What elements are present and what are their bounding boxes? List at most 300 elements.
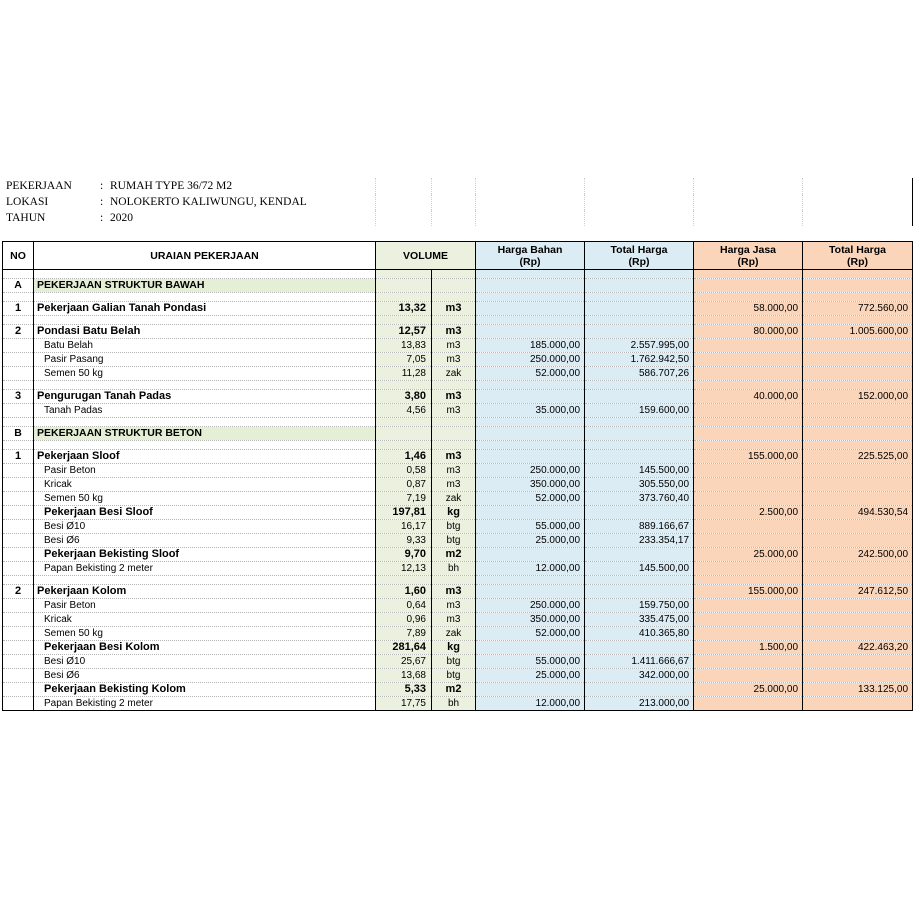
cell-unit: m3 xyxy=(432,302,476,316)
cell-harga-bahan: 250.000,00 xyxy=(476,353,585,367)
cell-harga-jasa xyxy=(694,270,803,279)
cell-uraian: Pasir Beton xyxy=(34,464,376,478)
cell-no xyxy=(3,576,34,585)
cell-harga-bahan: 52.000,00 xyxy=(476,492,585,506)
cell-harga-jasa: 1.500,00 xyxy=(694,641,803,655)
cell-no xyxy=(3,599,34,613)
cell-total-bahan: 889.166,67 xyxy=(585,520,694,534)
cell-total-jasa xyxy=(803,613,913,627)
cell-volume: 5,33 xyxy=(376,683,432,697)
cell-total-jasa xyxy=(803,441,913,450)
cell-total-bahan xyxy=(585,450,694,464)
table-row xyxy=(3,464,913,478)
cell-harga-bahan xyxy=(476,279,585,293)
cell-uraian: Semen 50 kg xyxy=(34,492,376,506)
cell-volume: 11,28 xyxy=(376,367,432,381)
cell-harga-bahan xyxy=(476,302,585,316)
cell-total-bahan xyxy=(585,316,694,325)
cell-unit: m3 xyxy=(432,390,476,404)
cell-total-bahan: 410.365,80 xyxy=(585,627,694,641)
cell-no xyxy=(3,520,34,534)
cell-total-bahan xyxy=(585,506,694,520)
table-row xyxy=(3,339,913,353)
cell-no: 3 xyxy=(3,390,34,404)
cell-volume: 16,17 xyxy=(376,520,432,534)
table-row xyxy=(3,683,913,697)
cell-harga-bahan: 25.000,00 xyxy=(476,669,585,683)
cell-volume xyxy=(376,576,432,585)
header-no: NO xyxy=(3,242,34,270)
rab-table xyxy=(2,241,913,711)
info-label: LOKASI xyxy=(6,196,49,208)
cell-harga-jasa xyxy=(694,492,803,506)
cell-harga-bahan: 185.000,00 xyxy=(476,339,585,353)
cell-harga-bahan: 25.000,00 xyxy=(476,534,585,548)
cell-unit: m3 xyxy=(432,478,476,492)
cell-harga-jasa xyxy=(694,404,803,418)
table-row xyxy=(3,669,913,683)
table-row xyxy=(3,585,913,599)
table-row xyxy=(3,404,913,418)
cell-total-jasa: 772.560,00 xyxy=(803,302,913,316)
cell-total-jasa xyxy=(803,353,913,367)
section-row xyxy=(3,427,913,441)
cell-unit: zak xyxy=(432,492,476,506)
cell-harga-jasa xyxy=(694,599,803,613)
cell-harga-bahan xyxy=(476,325,585,339)
cell-volume: 1,46 xyxy=(376,450,432,464)
cell-total-bahan xyxy=(585,576,694,585)
cell-no xyxy=(3,353,34,367)
cell-volume: 4,56 xyxy=(376,404,432,418)
cell-harga-jasa xyxy=(694,655,803,669)
cell-harga-jasa: 155.000,00 xyxy=(694,450,803,464)
cell-harga-bahan: 250.000,00 xyxy=(476,599,585,613)
cell-unit: m3 xyxy=(432,613,476,627)
cell-total-jasa: 242.500,00 xyxy=(803,548,913,562)
cell-unit: m2 xyxy=(432,548,476,562)
cell-uraian: Pekerjaan Besi Kolom xyxy=(34,641,376,655)
cell-harga-bahan xyxy=(476,548,585,562)
cell-no xyxy=(3,562,34,576)
cell-volume xyxy=(376,316,432,325)
cell-total-jasa xyxy=(803,599,913,613)
cell-harga-jasa xyxy=(694,576,803,585)
cell-total-jasa: 494.530,54 xyxy=(803,506,913,520)
cell-uraian: Pondasi Batu Belah xyxy=(34,325,376,339)
cell-uraian: Kricak xyxy=(34,613,376,627)
cell-volume: 7,89 xyxy=(376,627,432,641)
info-value: RUMAH TYPE 36/72 M2 xyxy=(110,180,233,192)
cell-uraian xyxy=(34,576,376,585)
cell-total-jasa xyxy=(803,492,913,506)
spacer-row xyxy=(3,316,913,325)
cell-unit: m3 xyxy=(432,404,476,418)
cell-no: 2 xyxy=(3,325,34,339)
cell-total-jasa: 133.125,00 xyxy=(803,683,913,697)
cell-total-jasa xyxy=(803,520,913,534)
cell-uraian: Besi Ø10 xyxy=(34,520,376,534)
cell-harga-jasa xyxy=(694,418,803,427)
cell-no: 1 xyxy=(3,450,34,464)
cell-total-bahan xyxy=(585,418,694,427)
table-row xyxy=(3,655,913,669)
cell-uraian: Besi Ø6 xyxy=(34,534,376,548)
cell-total-bahan: 305.550,00 xyxy=(585,478,694,492)
cell-uraian: Pasir Beton xyxy=(34,599,376,613)
cell-uraian: Papan Bekisting 2 meter xyxy=(34,562,376,576)
cell-harga-bahan: 350.000,00 xyxy=(476,613,585,627)
spreadsheet xyxy=(2,178,915,711)
cell-volume xyxy=(376,441,432,450)
cell-total-bahan: 335.475,00 xyxy=(585,613,694,627)
cell-no xyxy=(3,464,34,478)
cell-harga-jasa: 2.500,00 xyxy=(694,506,803,520)
cell-total-jasa xyxy=(803,627,913,641)
cell-unit xyxy=(432,270,476,279)
cell-total-bahan xyxy=(585,293,694,302)
cell-harga-jasa xyxy=(694,669,803,683)
cell-total-jasa: 422.463,20 xyxy=(803,641,913,655)
cell-harga-jasa xyxy=(694,353,803,367)
cell-volume: 7,19 xyxy=(376,492,432,506)
cell-uraian: PEKERJAAN STRUKTUR BETON xyxy=(34,427,376,441)
cell-harga-jasa: 155.000,00 xyxy=(694,585,803,599)
table-row xyxy=(3,520,913,534)
cell-unit: m3 xyxy=(432,450,476,464)
table-row xyxy=(3,390,913,404)
cell-volume: 0,87 xyxy=(376,478,432,492)
spacer-row xyxy=(3,418,913,427)
cell-no xyxy=(3,669,34,683)
info-label: TAHUN xyxy=(6,212,46,224)
cell-harga-jasa xyxy=(694,316,803,325)
cell-total-bahan xyxy=(585,683,694,697)
cell-no xyxy=(3,655,34,669)
cell-unit xyxy=(432,418,476,427)
cell-total-bahan xyxy=(585,279,694,293)
cell-unit: bh xyxy=(432,562,476,576)
info-row-tahun xyxy=(2,210,915,226)
cell-unit xyxy=(432,293,476,302)
cell-total-bahan: 2.557.995,00 xyxy=(585,339,694,353)
cell-uraian: Pengurugan Tanah Padas xyxy=(34,390,376,404)
cell-unit: kg xyxy=(432,506,476,520)
cell-unit: m2 xyxy=(432,683,476,697)
header-harga-jasa: Harga Jasa (Rp) xyxy=(694,242,803,270)
cell-volume: 3,80 xyxy=(376,390,432,404)
cell-uraian xyxy=(34,270,376,279)
cell-harga-jasa xyxy=(694,381,803,390)
cell-total-bahan: 342.000,00 xyxy=(585,669,694,683)
cell-total-jasa xyxy=(803,562,913,576)
cell-harga-jasa xyxy=(694,339,803,353)
cell-harga-jasa xyxy=(694,293,803,302)
table-row xyxy=(3,325,913,339)
cell-total-bahan xyxy=(585,427,694,441)
cell-total-bahan xyxy=(585,641,694,655)
info-row-lokasi xyxy=(2,194,915,210)
table-row xyxy=(3,450,913,464)
cell-harga-bahan xyxy=(476,683,585,697)
cell-total-jasa xyxy=(803,293,913,302)
spacer-row xyxy=(3,441,913,450)
cell-no xyxy=(3,339,34,353)
cell-uraian: Papan Bekisting 2 meter xyxy=(34,697,376,711)
cell-total-bahan xyxy=(585,390,694,404)
cell-no xyxy=(3,316,34,325)
cell-total-jasa xyxy=(803,478,913,492)
cell-total-jasa xyxy=(803,418,913,427)
cell-harga-bahan xyxy=(476,585,585,599)
cell-harga-jasa xyxy=(694,562,803,576)
cell-total-jasa xyxy=(803,381,913,390)
cell-harga-jasa: 25.000,00 xyxy=(694,548,803,562)
cell-total-jasa xyxy=(803,655,913,669)
cell-no xyxy=(3,506,34,520)
cell-unit: btg xyxy=(432,655,476,669)
cell-no xyxy=(3,534,34,548)
cell-unit xyxy=(432,381,476,390)
spacer-row xyxy=(3,293,913,302)
cell-uraian: Tanah Padas xyxy=(34,404,376,418)
cell-harga-bahan xyxy=(476,293,585,302)
cell-total-jasa xyxy=(803,534,913,548)
table-row xyxy=(3,627,913,641)
cell-unit: m3 xyxy=(432,599,476,613)
cell-uraian: Besi Ø10 xyxy=(34,655,376,669)
cell-uraian xyxy=(34,316,376,325)
header-uraian: URAIAN PEKERJAAN xyxy=(34,242,376,270)
cell-uraian: Kricak xyxy=(34,478,376,492)
cell-uraian: Pekerjaan Galian Tanah Pondasi xyxy=(34,302,376,316)
cell-unit: bh xyxy=(432,697,476,711)
table-body xyxy=(3,270,913,711)
cell-total-jasa xyxy=(803,576,913,585)
cell-uraian: Pekerjaan Bekisting Kolom xyxy=(34,683,376,697)
cell-uraian: Pasir Pasang xyxy=(34,353,376,367)
cell-total-bahan xyxy=(585,270,694,279)
cell-total-jasa xyxy=(803,697,913,711)
cell-volume: 13,68 xyxy=(376,669,432,683)
cell-total-jasa: 1.005.600,00 xyxy=(803,325,913,339)
cell-total-bahan xyxy=(585,441,694,450)
spacer-row xyxy=(3,576,913,585)
cell-total-jasa: 247.612,50 xyxy=(803,585,913,599)
cell-harga-jasa xyxy=(694,478,803,492)
cell-harga-bahan xyxy=(476,641,585,655)
table-row xyxy=(3,697,913,711)
cell-unit: m3 xyxy=(432,585,476,599)
cell-harga-jasa xyxy=(694,367,803,381)
cell-uraian xyxy=(34,418,376,427)
cell-harga-jasa xyxy=(694,441,803,450)
cell-no xyxy=(3,492,34,506)
cell-no xyxy=(3,683,34,697)
cell-unit: m3 xyxy=(432,464,476,478)
cell-harga-bahan: 55.000,00 xyxy=(476,655,585,669)
cell-volume: 0,58 xyxy=(376,464,432,478)
info-row-pekerjaan xyxy=(2,178,915,194)
cell-unit: m3 xyxy=(432,325,476,339)
cell-unit xyxy=(432,441,476,450)
cell-volume: 0,96 xyxy=(376,613,432,627)
cell-uraian: Pekerjaan Bekisting Sloof xyxy=(34,548,376,562)
cell-no xyxy=(3,293,34,302)
table-row xyxy=(3,548,913,562)
cell-uraian: Batu Belah xyxy=(34,339,376,353)
cell-volume xyxy=(376,427,432,441)
cell-unit: zak xyxy=(432,627,476,641)
cell-uraian: PEKERJAAN STRUKTUR BAWAH xyxy=(34,279,376,293)
cell-total-jasa xyxy=(803,464,913,478)
cell-total-bahan: 159.750,00 xyxy=(585,599,694,613)
spacer-row xyxy=(3,381,913,390)
cell-no: A xyxy=(3,279,34,293)
cell-no xyxy=(3,418,34,427)
info-colon: : xyxy=(100,212,104,224)
cell-volume: 12,13 xyxy=(376,562,432,576)
info-label: PEKERJAAN xyxy=(6,180,72,192)
cell-no: 1 xyxy=(3,302,34,316)
cell-unit: zak xyxy=(432,367,476,381)
cell-volume xyxy=(376,279,432,293)
cell-no xyxy=(3,641,34,655)
cell-harga-jasa xyxy=(694,427,803,441)
cell-volume: 12,57 xyxy=(376,325,432,339)
cell-harga-bahan: 35.000,00 xyxy=(476,404,585,418)
cell-volume xyxy=(376,270,432,279)
cell-total-jasa xyxy=(803,427,913,441)
cell-no xyxy=(3,270,34,279)
cell-harga-jasa: 25.000,00 xyxy=(694,683,803,697)
cell-total-jasa xyxy=(803,279,913,293)
table-row xyxy=(3,599,913,613)
cell-harga-jasa xyxy=(694,613,803,627)
table-row xyxy=(3,506,913,520)
cell-total-jasa xyxy=(803,339,913,353)
table-row xyxy=(3,534,913,548)
cell-harga-bahan xyxy=(476,381,585,390)
cell-uraian: Pekerjaan Kolom xyxy=(34,585,376,599)
cell-no xyxy=(3,381,34,390)
cell-volume: 0,64 xyxy=(376,599,432,613)
table-row xyxy=(3,367,913,381)
header-total-harga-bahan: Total Harga (Rp) xyxy=(585,242,694,270)
cell-volume xyxy=(376,381,432,390)
cell-harga-bahan xyxy=(476,427,585,441)
cell-total-jasa xyxy=(803,669,913,683)
cell-total-bahan: 159.600,00 xyxy=(585,404,694,418)
cell-uraian: Besi Ø6 xyxy=(34,669,376,683)
cell-no xyxy=(3,367,34,381)
cell-uraian: Semen 50 kg xyxy=(34,367,376,381)
cell-total-bahan: 213.000,00 xyxy=(585,697,694,711)
cell-unit: m3 xyxy=(432,353,476,367)
cell-no xyxy=(3,404,34,418)
cell-harga-bahan: 12.000,00 xyxy=(476,562,585,576)
table-row xyxy=(3,641,913,655)
cell-unit: btg xyxy=(432,520,476,534)
cell-harga-bahan: 52.000,00 xyxy=(476,627,585,641)
cell-total-jasa: 152.000,00 xyxy=(803,390,913,404)
cell-uraian: Pekerjaan Besi Sloof xyxy=(34,506,376,520)
cell-no xyxy=(3,478,34,492)
cell-harga-bahan xyxy=(476,441,585,450)
cell-harga-jasa xyxy=(694,279,803,293)
cell-total-bahan: 233.354,17 xyxy=(585,534,694,548)
cell-harga-bahan: 52.000,00 xyxy=(476,367,585,381)
cell-uraian xyxy=(34,381,376,390)
table-row xyxy=(3,302,913,316)
cell-uraian: Pekerjaan Sloof xyxy=(34,450,376,464)
header-harga-bahan: Harga Bahan (Rp) xyxy=(476,242,585,270)
cell-unit xyxy=(432,427,476,441)
cell-harga-jasa xyxy=(694,697,803,711)
cell-volume xyxy=(376,293,432,302)
cell-harga-bahan xyxy=(476,390,585,404)
cell-unit xyxy=(432,576,476,585)
cell-harga-bahan xyxy=(476,576,585,585)
cell-harga-bahan: 55.000,00 xyxy=(476,520,585,534)
cell-unit xyxy=(432,316,476,325)
cell-total-jasa xyxy=(803,367,913,381)
cell-total-bahan: 1.411.666,67 xyxy=(585,655,694,669)
cell-harga-jasa: 58.000,00 xyxy=(694,302,803,316)
cell-volume: 25,67 xyxy=(376,655,432,669)
spacer-row xyxy=(3,270,913,279)
cell-unit: m3 xyxy=(432,339,476,353)
cell-volume: 7,05 xyxy=(376,353,432,367)
info-colon: : xyxy=(100,180,104,192)
cell-harga-bahan xyxy=(476,270,585,279)
cell-no xyxy=(3,627,34,641)
table-header xyxy=(3,242,913,270)
section-row xyxy=(3,279,913,293)
cell-volume: 1,60 xyxy=(376,585,432,599)
info-value: NOLOKERTO KALIWUNGU, KENDAL xyxy=(110,196,307,208)
cell-total-bahan xyxy=(585,325,694,339)
cell-total-bahan: 586.707,26 xyxy=(585,367,694,381)
cell-total-bahan xyxy=(585,381,694,390)
cell-harga-jasa: 40.000,00 xyxy=(694,390,803,404)
table-row xyxy=(3,353,913,367)
cell-volume: 13,83 xyxy=(376,339,432,353)
table-row xyxy=(3,478,913,492)
cell-uraian: Semen 50 kg xyxy=(34,627,376,641)
cell-harga-jasa: 80.000,00 xyxy=(694,325,803,339)
cell-harga-bahan xyxy=(476,316,585,325)
cell-total-jasa: 225.525,00 xyxy=(803,450,913,464)
cell-harga-jasa xyxy=(694,520,803,534)
cell-unit: kg xyxy=(432,641,476,655)
header-volume: VOLUME xyxy=(376,242,476,270)
info-colon: : xyxy=(100,196,104,208)
cell-harga-bahan: 250.000,00 xyxy=(476,464,585,478)
cell-total-jasa xyxy=(803,316,913,325)
cell-unit: btg xyxy=(432,669,476,683)
cell-volume xyxy=(376,418,432,427)
cell-total-bahan xyxy=(585,548,694,562)
cell-volume: 197,81 xyxy=(376,506,432,520)
cell-no xyxy=(3,441,34,450)
cell-uraian xyxy=(34,441,376,450)
cell-no xyxy=(3,613,34,627)
table-row xyxy=(3,613,913,627)
cell-total-bahan xyxy=(585,302,694,316)
cell-harga-jasa xyxy=(694,627,803,641)
cell-total-bahan: 373.760,40 xyxy=(585,492,694,506)
